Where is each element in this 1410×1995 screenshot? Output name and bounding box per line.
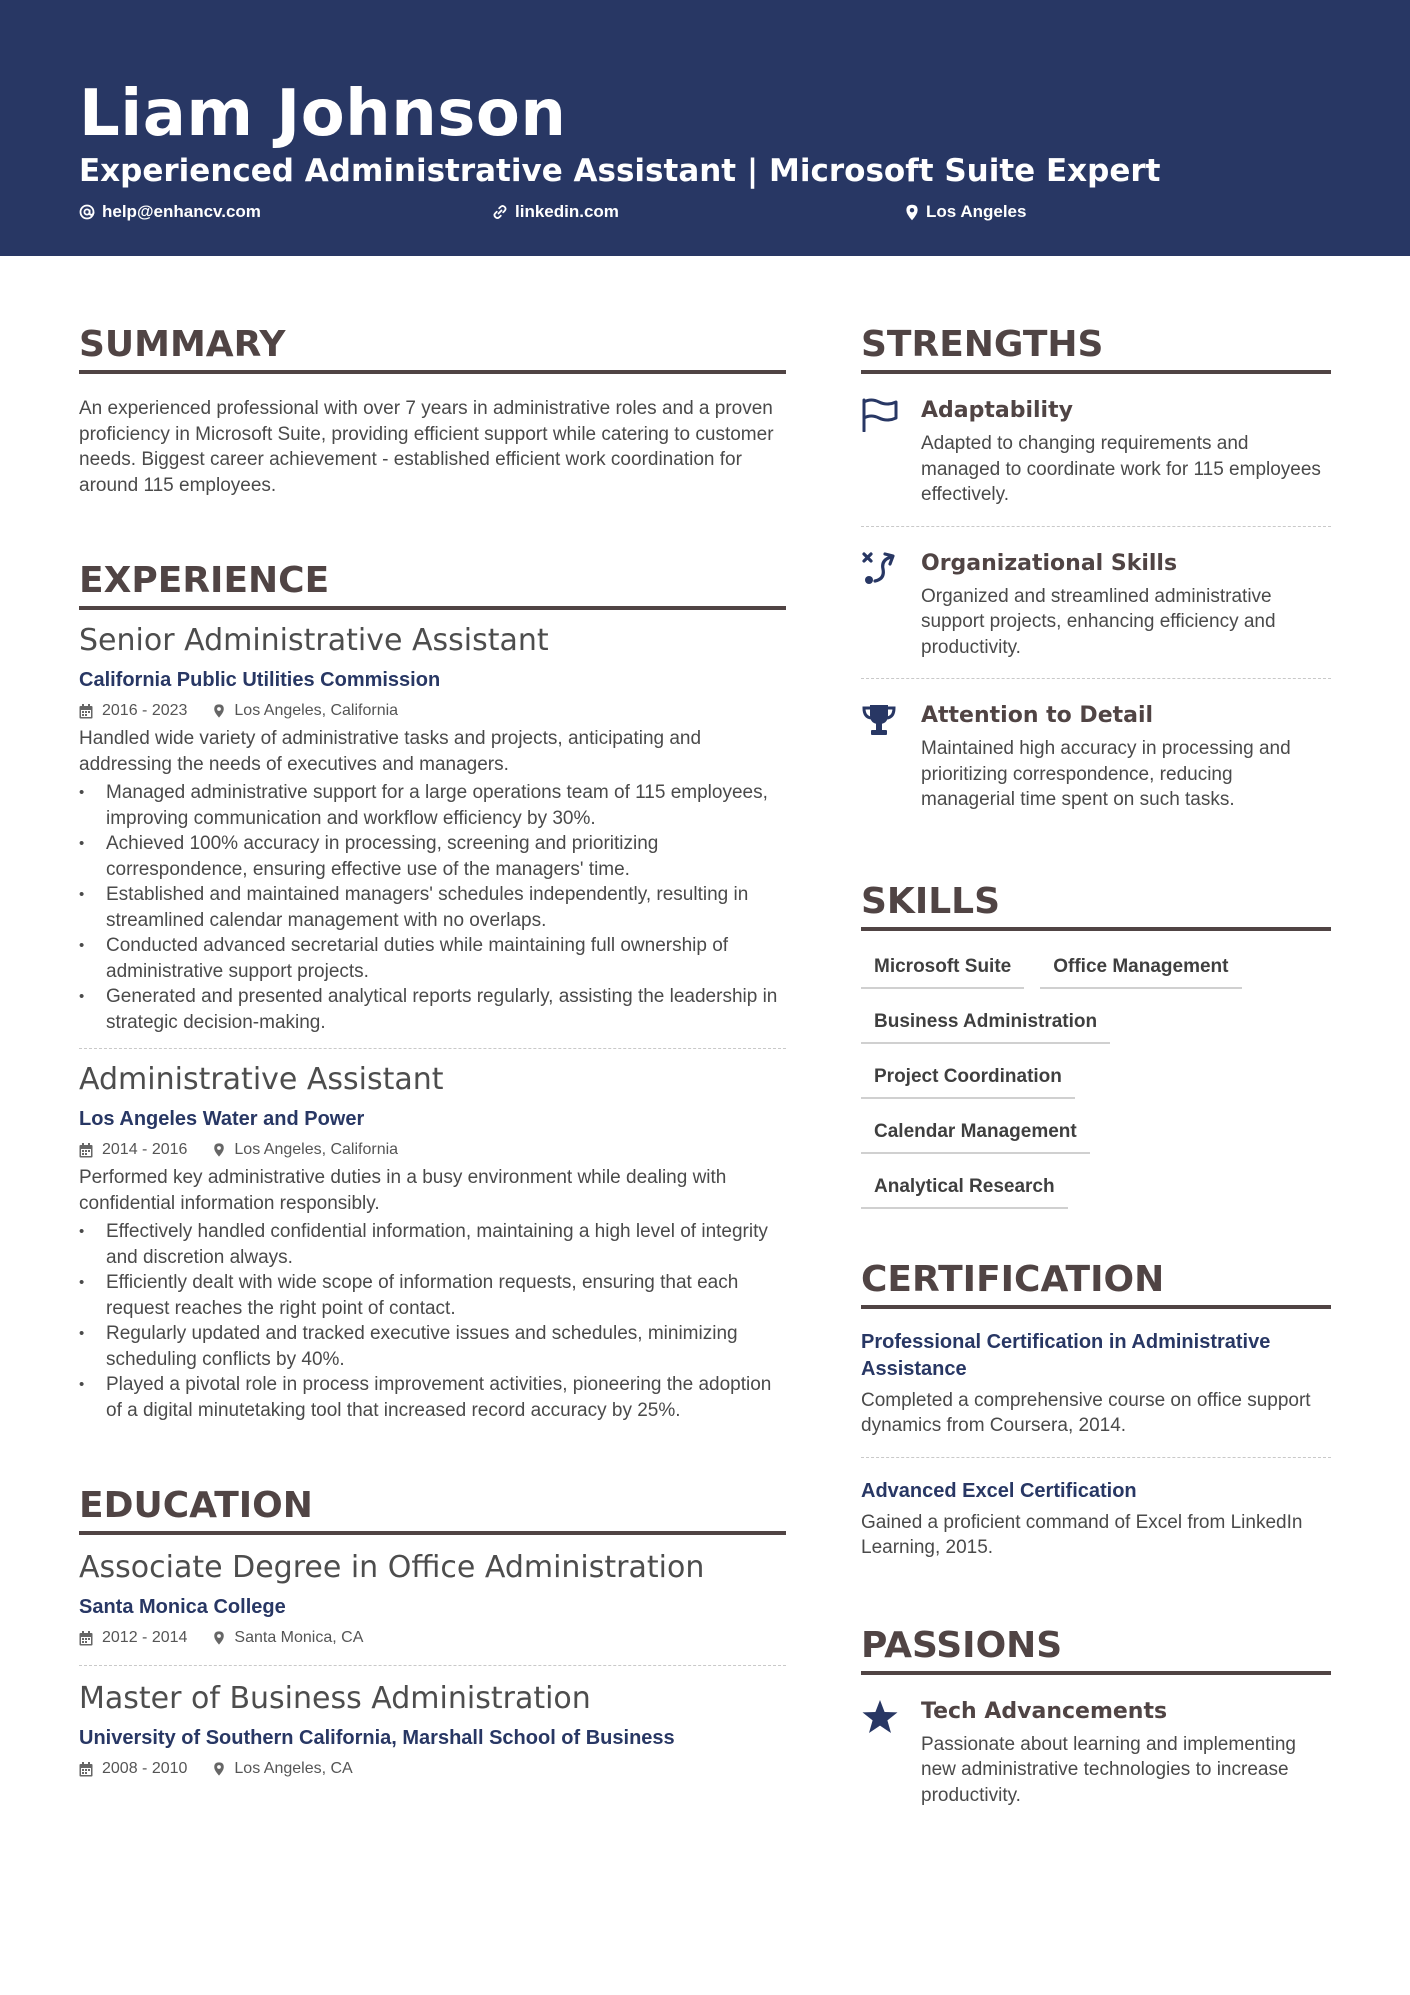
job-meta <box>79 1139 786 1161</box>
skill-tag: Calendar Management <box>861 1116 1090 1154</box>
education-entry <box>79 1549 786 1649</box>
job-dates <box>79 1139 187 1161</box>
location-pin-icon <box>213 703 225 719</box>
education-location <box>213 1758 352 1780</box>
school-name: Santa Monica College <box>79 1596 286 1618</box>
job-dates <box>79 700 187 722</box>
job-bullet: • Played a pivotal role in process improvement activities, pioneering the adoption of a digital minutetaking tool that increased record accuracy by 25%. <box>79 1372 786 1423</box>
education-location-text: Santa Monica, CA <box>234 1629 364 1646</box>
contact-linkedin[interactable] <box>492 200 619 224</box>
job-description: Handled wide variety of administrative tasks and projects, anticipating and addressing the needs of executives and managers. <box>79 728 702 775</box>
experience-heading: EXPERIENCE <box>79 558 786 610</box>
contact-location-text: Los Angeles <box>926 202 1027 221</box>
education-dates-text: 2008 - 2010 <box>102 1760 188 1777</box>
education-dates-text: 2012 - 2014 <box>102 1629 188 1646</box>
skill-tag: Business Administration <box>861 1006 1110 1044</box>
job-location <box>213 700 398 722</box>
passion-description: Passionate about learning and implementing new administrative technologies to increase productivity. <box>921 1733 1296 1806</box>
summary-heading: SUMMARY <box>79 322 786 374</box>
strength-item <box>861 527 1331 679</box>
summary-text: An experienced professional with over 7 years in administrative roles and a proven proficiency in Microsoft Suite, providing efficient support while catering to customer needs. Biggest career achievement - established efficient work coordination for around 115 employees. <box>79 398 774 496</box>
education-location-text: Los Angeles, CA <box>234 1760 353 1777</box>
location-pin-icon <box>905 204 919 221</box>
certification-description: Gained a proficient command of Excel from LinkedIn Learning, 2015. <box>861 1511 1303 1558</box>
skill-tag: Office Management <box>1040 951 1241 989</box>
job-bullet: • Established and maintained managers' schedules independently, resulting in streamlined calendar management with no overlaps. <box>79 882 786 933</box>
candidate-headline: Experienced Administrative Assistant | Microsoft Suite Expert <box>79 153 1161 189</box>
skill-tag: Analytical Research <box>861 1171 1068 1209</box>
calendar-icon <box>79 1631 93 1646</box>
skills-list <box>861 951 1331 1209</box>
job-bullets <box>79 780 786 1035</box>
resume-header <box>0 0 1410 256</box>
education-meta <box>79 1627 786 1649</box>
strength-item <box>861 679 1331 831</box>
job-title: Administrative Assistant <box>79 1062 444 1097</box>
job-bullet: • Regularly updated and tracked executive issues and schedules, minimizing scheduling conflicts by 40%. <box>79 1321 786 1372</box>
strength-item <box>861 374 1331 526</box>
job-bullet: • Efficiently dealt with wide scope of information requests, ensuring that each request reaches the right point of contact. <box>79 1270 786 1321</box>
job-dates-text: 2014 - 2016 <box>102 1141 188 1158</box>
certification-title: Advanced Excel Certification <box>861 1479 1137 1502</box>
experience-entry <box>79 622 786 1035</box>
certification-description: Completed a comprehensive course on office support dynamics from Coursera, 2014. <box>861 1389 1311 1436</box>
skill-tag: Microsoft Suite <box>861 951 1024 989</box>
education-heading: EDUCATION <box>79 1483 786 1535</box>
job-bullets <box>79 1219 786 1423</box>
education-entry <box>79 1680 786 1780</box>
location-pin-icon <box>213 1630 225 1646</box>
job-bullet: • Conducted advanced secretarial duties while maintaining full ownership of administrative support projects. <box>79 933 786 984</box>
job-bullet: • Effectively handled confidential information, maintaining a high level of integrity and discretion always. <box>79 1219 786 1270</box>
strength-description: Organized and streamlined administrative support projects, enhancing efficiency and productivity. <box>921 585 1276 658</box>
job-meta <box>79 700 786 722</box>
strength-title: Adaptability <box>921 398 1073 423</box>
left-column <box>79 322 786 1784</box>
passion-title: Tech Advancements <box>921 1698 1168 1724</box>
degree-title: Master of Business Administration <box>79 1681 591 1716</box>
link-icon <box>492 204 508 220</box>
strength-title: Organizational Skills <box>921 550 1178 576</box>
certification-heading: CERTIFICATION <box>861 1257 1331 1309</box>
flag-icon <box>861 398 899 432</box>
certification-title: Professional Certification in Administrative Assistance <box>861 1330 1271 1380</box>
strength-description: Adapted to changing requirements and managed to coordinate work for 115 employees effectively. <box>921 433 1321 505</box>
company-name: Los Angeles Water and Power <box>79 1108 365 1130</box>
passions-heading: PASSIONS <box>861 1623 1331 1675</box>
calendar-icon <box>79 704 93 719</box>
certification-item <box>861 1309 1331 1457</box>
job-title: Senior Administrative Assistant <box>79 623 549 658</box>
job-location <box>213 1139 398 1161</box>
contact-linkedin-text: linkedin.com <box>515 202 619 221</box>
entry-divider <box>79 1048 786 1049</box>
job-location-text: Los Angeles, California <box>234 1141 399 1158</box>
job-bullet: • Managed administrative support for a large operations team of 115 employees, improving communication and workflow efficiency by 30%. <box>79 780 786 831</box>
job-bullet: • Achieved 100% accuracy in processing, screening and prioritizing correspondence, ensuring effective use of the managers' time. <box>79 831 786 882</box>
company-name: California Public Utilities Commission <box>79 669 441 691</box>
education-dates <box>79 1627 187 1649</box>
degree-title: Associate Degree in Office Administration <box>79 1550 705 1585</box>
trophy-icon <box>861 703 897 737</box>
passion-item <box>861 1675 1331 1827</box>
location-pin-icon <box>213 1142 225 1158</box>
strategy-icon <box>861 551 897 587</box>
right-column <box>861 322 1331 1826</box>
contact-email[interactable] <box>79 200 261 224</box>
strengths-heading: STRENGTHS <box>861 322 1331 374</box>
job-description: Performed key administrative duties in a busy environment while dealing with confidential information responsibly. <box>79 1167 727 1214</box>
at-icon <box>79 204 95 220</box>
calendar-icon <box>79 1143 93 1158</box>
education-location <box>213 1627 363 1649</box>
contact-email-text: help@enhancv.com <box>102 202 261 221</box>
contact-location <box>905 200 1026 224</box>
education-dates <box>79 1758 187 1780</box>
strength-description: Maintained high accuracy in processing and prioritizing correspondence, reducing managerial time spent on such tasks. <box>921 738 1291 810</box>
certification-item <box>861 1458 1331 1561</box>
school-name: University of Southern California, Marshall School of Business <box>79 1727 675 1749</box>
experience-entry <box>79 1061 786 1423</box>
skill-tag: Project Coordination <box>861 1061 1075 1099</box>
entry-divider <box>79 1665 786 1666</box>
star-icon <box>861 1699 899 1735</box>
job-location-text: Los Angeles, California <box>234 702 399 719</box>
job-bullet: • Generated and presented analytical reports regularly, assisting the leadership in strategic decision-making. <box>79 984 786 1035</box>
education-meta <box>79 1758 786 1780</box>
candidate-name: Liam Johnson <box>79 77 567 151</box>
skills-heading: SKILLS <box>861 879 1331 931</box>
job-dates-text: 2016 - 2023 <box>102 702 188 719</box>
strength-title: Attention to Detail <box>921 703 1154 728</box>
location-pin-icon <box>213 1761 225 1777</box>
calendar-icon <box>79 1762 93 1777</box>
